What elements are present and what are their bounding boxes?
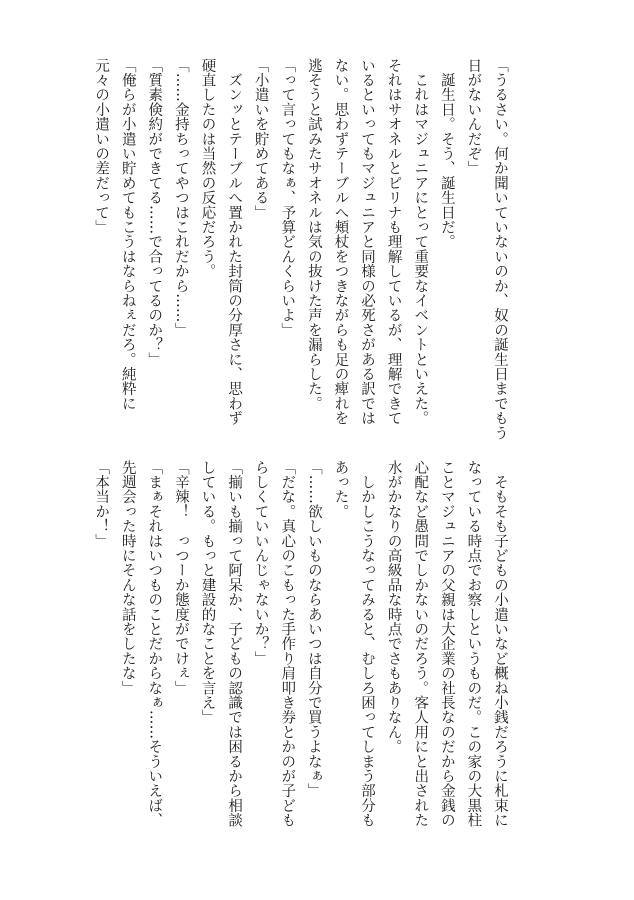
text-line: 「本当か！」: [93, 460, 110, 549]
text-line: ない。思わずテーブルへ頬杖をつきながらも足の痺れを: [332, 58, 349, 426]
text-line: 「まぁそれはいつものことだからなぁ……そういえば、: [146, 460, 163, 828]
text-line: これはマジュニアにとって重要なイベントといえた。: [412, 58, 429, 426]
text-line: 水がかなりの高級品な時点でさもありなん。: [385, 460, 402, 754]
text-line: しかしこうなってみると、むしろ困ってしまう部分も: [359, 460, 376, 828]
text-line: らしくていいんじゃないか？」: [252, 460, 269, 666]
top-text-block: [93, 58, 513, 441]
text-line: そもそも子どもの小遣いなど概ね小銭だろうに札束に: [492, 460, 508, 828]
text-line: 「質素倹約ができてる……で合ってるのか？」: [146, 58, 163, 367]
text-line: 「辛辣！ っつーか態度がでけぇ」: [172, 460, 189, 696]
text-line: いるといってもマジュニアと同様の必死さがある訳では: [359, 58, 376, 426]
text-line: なっている時点でお察しというものだ。この家の大黒柱: [465, 460, 482, 828]
text-line: 逃そうと試みたサオネルは気の抜けた声を漏らした。: [305, 58, 322, 411]
text-line: ことマジュニアの父親は大企業の社長なのだから金銭の: [438, 460, 455, 828]
text-line: ズンッとテーブルへ置かれた封筒の分厚さに、思わず: [226, 58, 243, 426]
text-line: 「揃いも揃って阿呆か、子どもの認識では困るから相談: [226, 460, 243, 828]
text-line: あった。: [332, 460, 349, 519]
text-line: している。もっと建設的なことを言え」: [199, 460, 216, 725]
text-line: 「って言ってもなぁ、予算どんくらいよ」: [279, 58, 296, 338]
text-line: 「俺らが小遣い貯めてもこうはならねぇだろ。純粋に: [119, 58, 136, 411]
text-line: 先週会った時にそんな話をしたな」: [119, 460, 136, 696]
text-line: 「うるさい。何か聞いていないのか、奴の誕生日までもう: [492, 58, 508, 441]
text-line: 「……金持ちってやつはこれだから……」: [172, 58, 189, 338]
text-line: 「だな。真心のこもった手作り肩叩き券とかのが子ども: [279, 460, 296, 828]
text-line: 元々の小遣いの差だって」: [93, 58, 110, 235]
text-line: 「小遣いを貯めてある」: [252, 58, 269, 220]
text-line: 硬直したのは当然の反応だろう。: [199, 58, 216, 279]
text-line: 誕生日。そう、誕生日だ。: [438, 58, 455, 250]
bottom-text-block: [93, 460, 513, 838]
text-line: それはサオネルとピリナも理解しているが、理解できて: [385, 58, 402, 426]
text-line: 日がないんだぞ」: [465, 58, 482, 176]
text-line: 心配など愚問でしかないのだろう。客人用にと出された: [412, 460, 429, 828]
text-line: 「……欲しいものならあいつは自分で買うよなぁ」: [305, 460, 322, 799]
